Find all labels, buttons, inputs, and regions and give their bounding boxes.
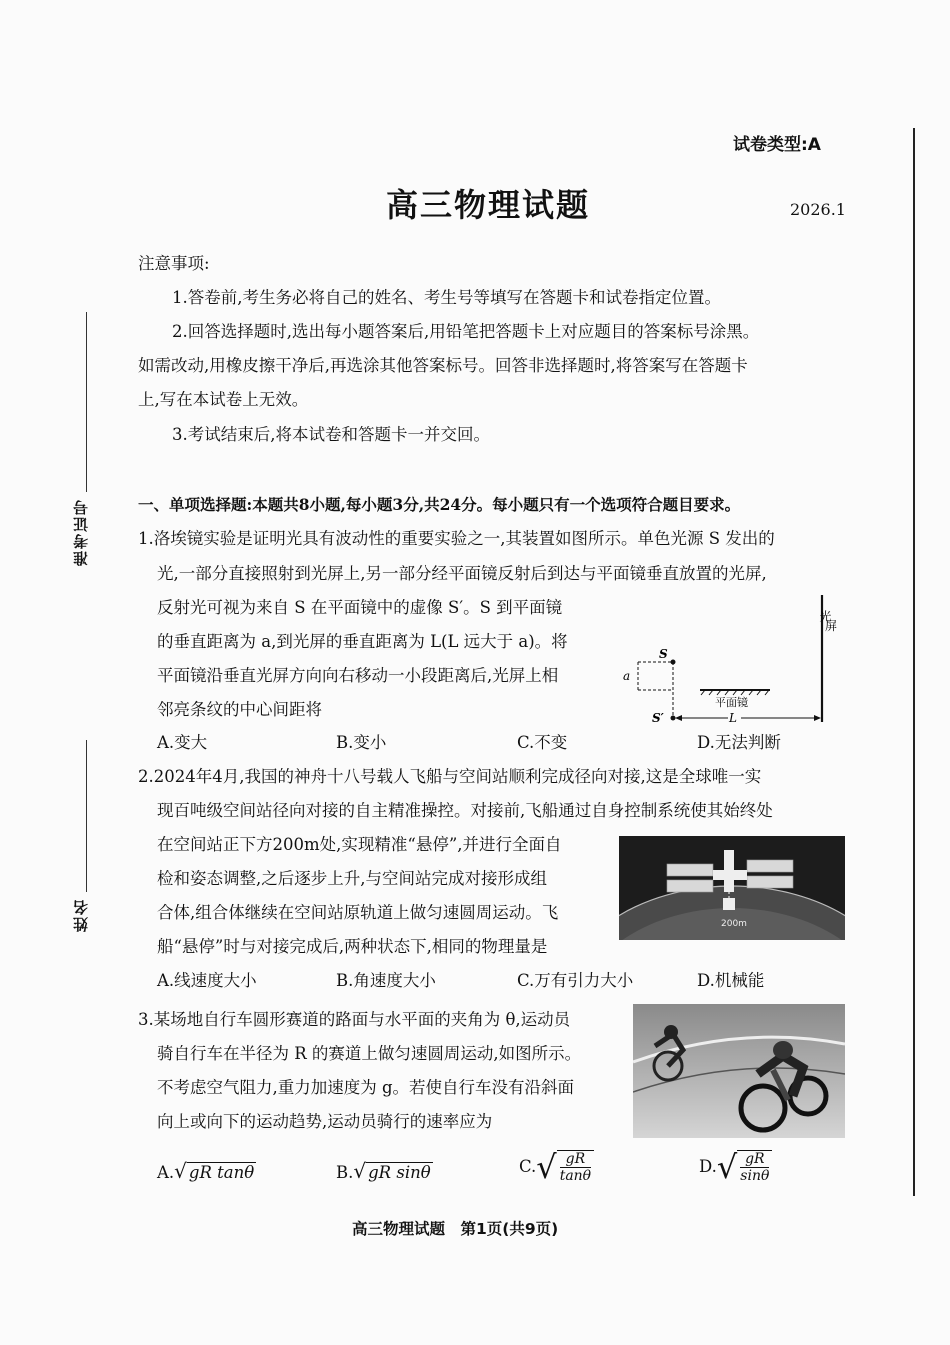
q2-option-a[interactable]: A.线速度大小: [157, 971, 257, 990]
section-heading: 一、单项选择题:本题共8小题,每小题3分,共24分。每小题只有一个选项符合题目要求。: [138, 495, 741, 514]
q1-line-4: 的垂直距离为 a,到光屏的垂直距离为 L(L 远大于 a)。将: [157, 632, 568, 651]
svg-text:屏: 屏: [825, 619, 838, 633]
q3-option-a-expr: gR tanθ: [188, 1163, 255, 1182]
q3-option-b-expr: gR sinθ: [368, 1163, 431, 1182]
exam-id-label: 准考证号: [72, 498, 90, 566]
notice-item-1: 1.答卷前,考生务必将自己的姓名、考生号等填写在答题卡和试卷指定位置。: [172, 288, 721, 307]
q3-line-2: 骑自行车在半径为 R 的赛道上做匀速圆周运动,如图所示。: [157, 1044, 582, 1063]
q2-option-b[interactable]: B.角速度大小: [336, 971, 436, 990]
q2-line-4: 检和姿态调整,之后逐步上升,与空间站完成对接形成组: [157, 869, 547, 888]
lloyd-mirror-diagram: [615, 590, 845, 740]
q2-option-c[interactable]: C.万有引力大小: [517, 971, 634, 990]
sqrt-icon: √: [353, 1159, 367, 1183]
q3-option-c[interactable]: [519, 1150, 594, 1184]
q1-option-c[interactable]: C.不变: [517, 733, 568, 752]
notice-heading: 注意事项:: [138, 254, 210, 273]
name-label: 姓名: [72, 898, 90, 932]
exam-id-underline: [86, 312, 87, 492]
distance-a-label: a: [623, 669, 631, 683]
q3-line-3: 不考虑空气阻力,重力加速度为 g。若使自行车没有沿斜面: [157, 1078, 575, 1097]
q3-option-d-prefix: D.: [699, 1157, 717, 1176]
q3-option-a[interactable]: [157, 1160, 256, 1184]
sqrt-icon: √: [716, 1148, 738, 1186]
cyclists-photo: [633, 1004, 845, 1138]
q3-option-d[interactable]: [699, 1150, 772, 1184]
q1-line-6: 邻亮条纹的中心间距将: [157, 700, 322, 719]
source-s-label: S: [659, 647, 668, 661]
q3-option-c-prefix: C.: [519, 1157, 537, 1176]
q3-option-a-prefix: A.: [157, 1163, 175, 1182]
q3-option-d-den: sinθ: [740, 1168, 770, 1184]
q2-line-6: 船“悬停”时与对接完成后,两种状态下,相同的物理量是: [157, 937, 548, 956]
image-s-prime-label: S′: [652, 711, 664, 725]
q1-option-a[interactable]: A.变大: [157, 733, 208, 752]
q3-option-c-num: gR: [560, 1151, 591, 1168]
image-s-prime: [671, 716, 676, 721]
q3-line-1: 3.某场地自行车圆形赛道的路面与水平面的夹角为 θ,运动员: [138, 1010, 571, 1029]
notice-item-2-line-3: 上,写在本试卷上无效。: [138, 390, 309, 409]
right-margin-line: [913, 128, 915, 1196]
space-station-photo: [619, 836, 845, 940]
q1-line-3: 反射光可视为来自 S 在平面镜中的虚像 S′。S 到平面镜: [157, 598, 563, 617]
name-underline: [86, 740, 87, 892]
q1-option-b[interactable]: B.变小: [336, 733, 387, 752]
screen-label: 光: [818, 610, 832, 622]
page-title: 高三物理试题: [386, 186, 591, 224]
q2-line-5: 合体,组合体继续在空间站原轨道上做匀速圆周运动。飞: [157, 903, 559, 922]
q1-option-d[interactable]: D.无法判断: [697, 733, 781, 752]
sqrt-icon: √: [174, 1159, 187, 1183]
sqrt-icon: √: [536, 1148, 557, 1186]
notice-item-3: 3.考试结束后,将本试卷和答题卡一并交回。: [172, 425, 490, 444]
paper-type: 试卷类型:A: [733, 135, 821, 155]
q2-line-1: 2.2024年4月,我国的神舟十八号载人飞船与空间站顺利完成径向对接,这是全球唯一实: [138, 767, 762, 786]
distance-label: 200m: [721, 919, 747, 929]
q1-line-2: 光,一部分直接照射到光屏上,另一部分经平面镜反射后到达与平面镜垂直放置的光屏,: [157, 564, 767, 583]
distance-L-label: L: [729, 711, 737, 725]
q1-line-1: 1.洛埃镜实验是证明光具有波动性的重要实验之一,其装置如图所示。单色光源 S 发出的: [138, 529, 775, 548]
q3-option-b-prefix: B.: [336, 1163, 354, 1182]
q2-line-2: 现百吨级空间站径向对接的自主精准操控。对接前,飞船通过自身控制系统使其始终处: [157, 801, 773, 820]
mirror-label: 平面镜: [715, 696, 748, 709]
q3-option-d-num: gR: [740, 1151, 769, 1168]
notice-item-2-line-1: 2.回答选择题时,选出每小题答案后,用铅笔把答题卡上对应题目的答案标号涂黑。: [172, 322, 760, 341]
q2-line-3: 在空间站正下方200m处,实现精准“悬停”,并进行全面自: [157, 835, 562, 854]
q3-option-c-den: tanθ: [559, 1168, 592, 1184]
q2-option-d[interactable]: D.机械能: [697, 971, 765, 990]
exam-date: 2026.1: [790, 200, 846, 219]
q3-line-4: 向上或向下的运动趋势,运动员骑行的速率应为: [157, 1112, 493, 1131]
notice-item-2-line-2: 如需改动,用橡皮擦干净后,再选涂其他答案标号。回答非选择题时,将答案写在答题卡: [138, 356, 748, 375]
q1-line-5: 平面镜沿垂直光屏方向向右移动一小段距离后,光屏上相: [157, 666, 559, 685]
q3-option-b[interactable]: [336, 1160, 433, 1184]
page-footer: 高三物理试题 第1页(共9页): [352, 1220, 559, 1238]
